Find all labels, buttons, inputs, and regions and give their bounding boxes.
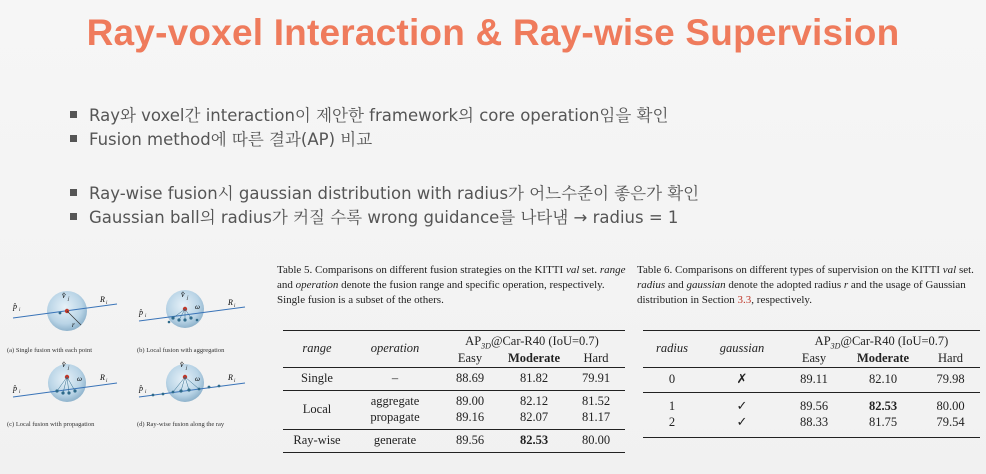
figure-caption-b: (b) Local fusion with aggregation (137, 347, 225, 354)
svg-text:i: i (19, 390, 21, 395)
figure-caption-a: (a) Single fusion with each point (7, 347, 93, 354)
figure-caption-c: (c) Local fusion with propagation (7, 421, 95, 428)
svg-text:j: j (187, 296, 189, 301)
cross-icon: ✗ (736, 372, 748, 387)
header-ap: $AP_{3D}@Car-R40$ (IoU=0.7) (465, 334, 599, 351)
table-row: Single – 88.69 81.82 79.91 (283, 367, 625, 390)
svg-text:R: R (100, 373, 105, 382)
svg-text:R: R (228, 298, 233, 307)
fusion-diagrams (5, 285, 267, 435)
header-gaussian: gaussian (719, 341, 765, 356)
svg-text:i: i (145, 314, 147, 319)
bullet-square-icon (70, 111, 77, 118)
svg-text:p̂: p̂ (13, 384, 17, 393)
svg-text:i: i (106, 379, 108, 384)
svg-text:ω: ω (195, 303, 200, 311)
svg-text:i: i (19, 308, 21, 313)
panel-d (138, 360, 245, 402)
header-moderate: Moderate (507, 351, 561, 365)
header-range: range (302, 341, 332, 356)
table5-caption: Table 5. Comparisons on different fusion strategies on the KITTI val set. range and operation denote the fusion range and specific operation, respectively. Single fusion is a subset of the others. (277, 264, 626, 306)
table6-caption: Table 6. Comparisons on different types of supervision on the KITTI val set. radius and gaussian denote the adopted radius r and the usage of Gaussian distribution in Section 3.3, respectively. (637, 264, 974, 306)
svg-text:j: j (68, 297, 70, 302)
svg-text:v̂: v̂ (62, 360, 66, 369)
bullet-item: Fusion method에 따른 결과(AP) 비교 (70, 126, 372, 150)
table-row: 2 ✓ 88.33 81.75 79.54 (643, 415, 980, 438)
svg-text:p̂: p̂ (139, 308, 143, 317)
svg-text:p̂: p̂ (13, 302, 17, 311)
svg-text:i: i (145, 390, 147, 395)
header-radius: radius (656, 341, 688, 356)
bullet-item: Ray와 voxel간 interaction이 제안한 framework의 core operation임을 확인 (70, 102, 668, 126)
svg-text:ω: ω (77, 375, 82, 383)
slide-title: Ray-voxel Interaction & Ray-wise Supervision (86, 12, 900, 53)
svg-text:ω: ω (195, 375, 200, 383)
section-link[interactable]: 3.3 (737, 294, 752, 306)
bullet-item: Ray-wise fusion시 gaussian distribution with radius가 어느수준이 좋은가 확인 (70, 180, 699, 204)
header-moderate: Moderate (856, 351, 910, 365)
svg-text:v̂: v̂ (181, 290, 185, 299)
table-row: 0 ✗ 89.11 82.10 79.98 (643, 367, 980, 392)
panel-c (12, 360, 117, 402)
svg-text:R: R (100, 295, 105, 304)
figure-caption-d: (d) Ray-wise fusion along the ray (137, 421, 225, 428)
table6 (643, 330, 980, 438)
svg-text:v̂: v̂ (180, 360, 184, 369)
header-easy: Easy (801, 351, 827, 365)
table-row: 1 ✓ 89.56 82.53 80.00 (643, 392, 980, 415)
header-hard: Hard (583, 351, 609, 365)
header-ap: $AP_{3D}@Car-R40$ (IoU=0.7) (814, 334, 949, 351)
svg-text:v̂: v̂ (62, 291, 66, 300)
svg-text:i: i (234, 379, 236, 384)
table-row: propagate 89.16 82.07 81.17 (370, 410, 611, 424)
svg-text:j: j (68, 366, 70, 371)
panel-a (12, 291, 117, 331)
panel-b (138, 290, 245, 328)
svg-text:r: r (72, 321, 75, 329)
svg-text:j: j (186, 366, 188, 371)
table5 (283, 330, 625, 453)
header-easy: Easy (457, 351, 483, 365)
svg-text:R: R (228, 373, 233, 382)
bullet-square-icon (70, 213, 77, 220)
table-header-row (643, 331, 980, 351)
bullet-square-icon (70, 135, 77, 142)
bullet-item: Gaussian ball의 radius가 커질 수록 wrong guidance를 나타냄 → radius = 1 (70, 204, 678, 228)
check-icon: ✓ (736, 399, 748, 414)
table-header-row (283, 331, 625, 351)
table-row: Ray-wise generate 89.56 82.53 80.00 (283, 429, 625, 452)
header-operation: operation (370, 341, 420, 356)
header-hard: Hard (938, 351, 963, 365)
table-row: Local aggregate 89.00 82.12 81.52 (283, 390, 625, 410)
fusion-figure (5, 285, 267, 435)
svg-text:i: i (234, 304, 236, 309)
svg-text:i: i (106, 301, 108, 306)
svg-text:p̂: p̂ (139, 384, 143, 393)
check-icon: ✓ (736, 415, 748, 430)
bullet-square-icon (70, 189, 77, 196)
